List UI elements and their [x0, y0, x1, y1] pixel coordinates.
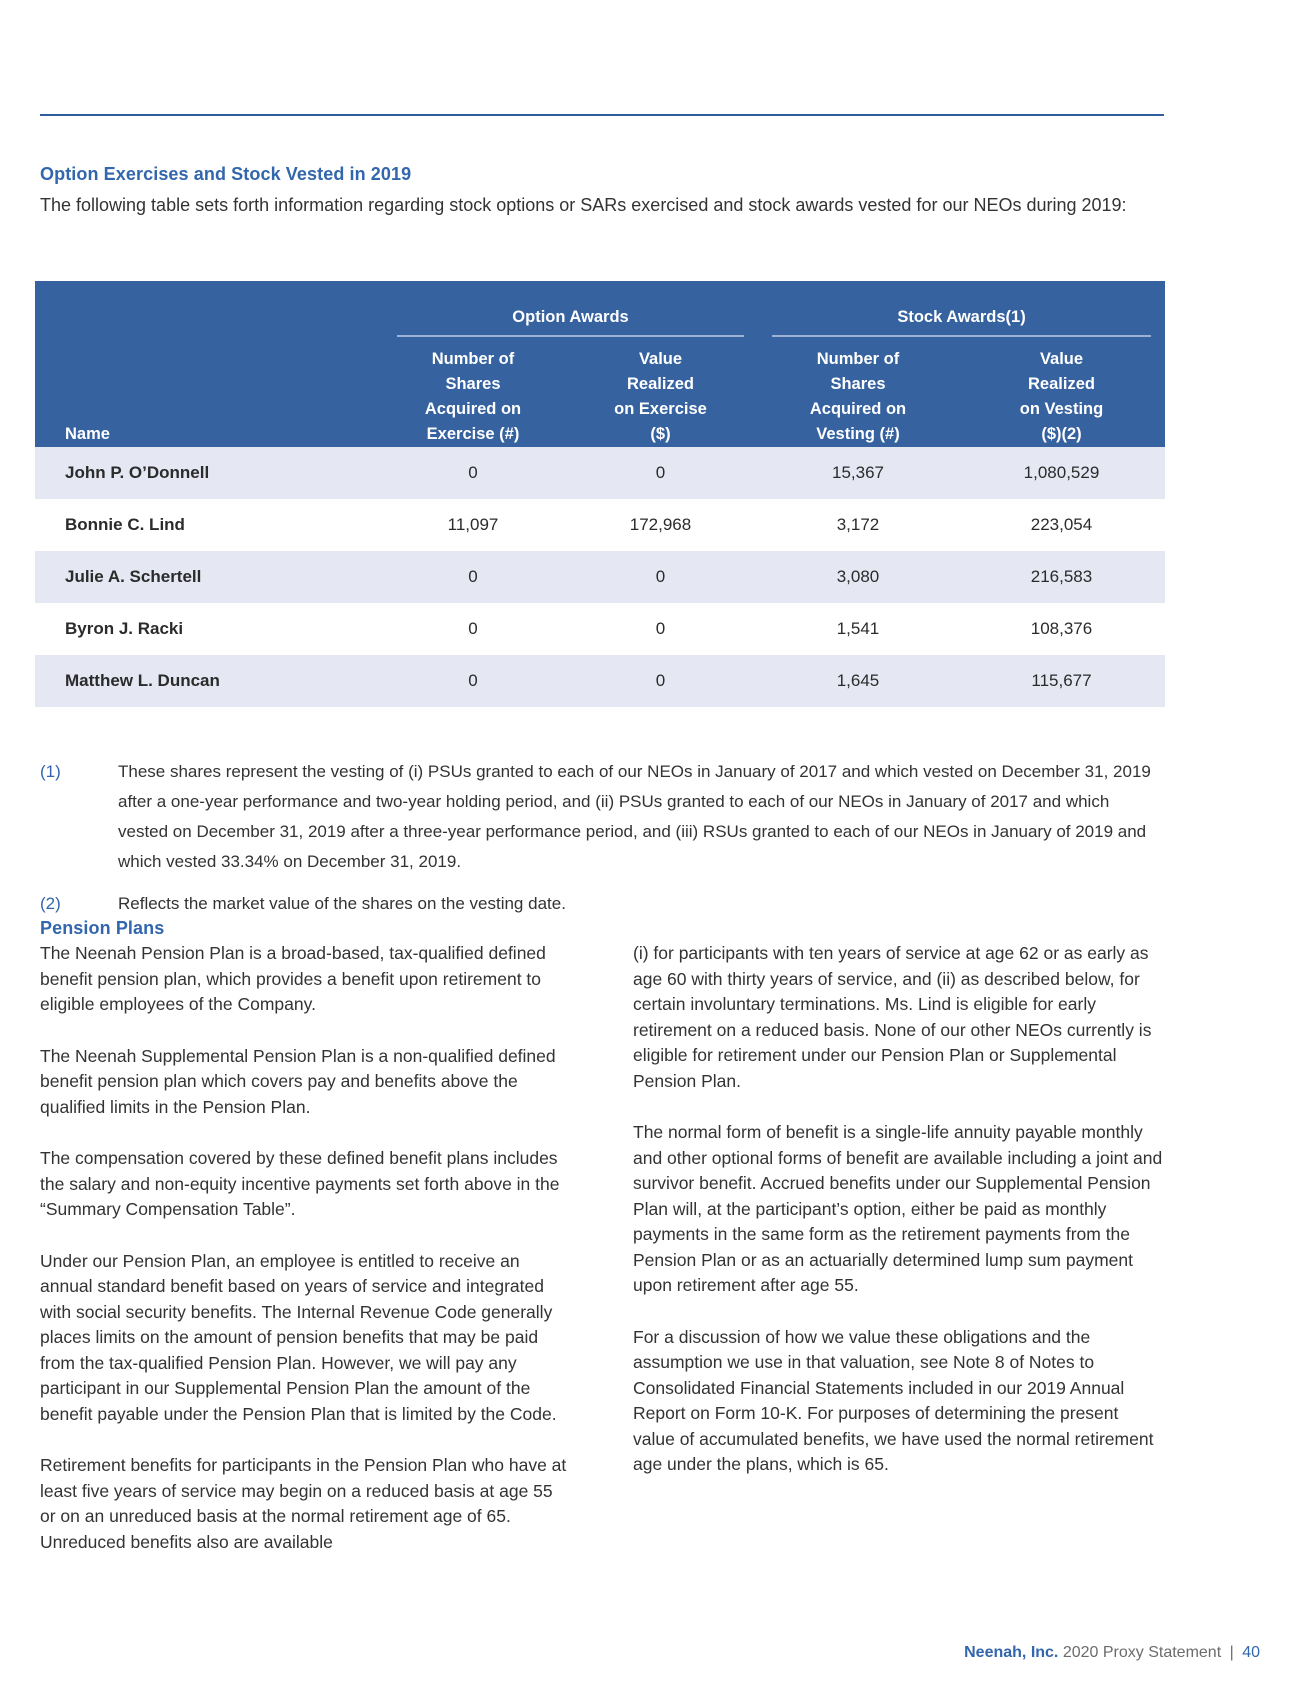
paragraph: Retirement benefits for participants in the Pension Plan who have at least five years of service may begin on a reduced basis at age 55 or on an unreduced basis at the normal retirement age of 65. Unreduced benefits also are available [40, 1455, 567, 1552]
cell-name: John P. O’Donnell [35, 447, 383, 499]
option-exercises-intro-paragraph: The following table sets forth information regarding stock options or SARs exercised and stock awards vested for our NEOs during 2019: [40, 195, 1127, 215]
cell-stock-shares: 1,645 [758, 655, 958, 707]
column-header-option-value [563, 337, 758, 447]
column-header-option-shares [383, 337, 563, 447]
section-heading-pension-plans: Pension Plans [40, 918, 165, 938]
cell-stock-value: 223,054 [958, 499, 1165, 551]
pension-left-column [40, 941, 571, 1555]
group-header-stock-awards [758, 281, 1165, 337]
col-line: Acquired on [809, 400, 907, 418]
column-header-stock-value [958, 337, 1165, 447]
section-heading-option-exercises: Option Exercises and Stock Vested in 2019 [40, 164, 412, 184]
footnote-text: Reflects the market value of the shares on the vesting date. [118, 894, 566, 913]
footnote-text: These shares represent the vesting of (i) PSUs granted to each of our NEOs in January of 2017 and which vested on December 31, 2019 after a one-year performance and two-year holding period, and (ii) PSUs granted to each of our NEOs in January of 2017 and which vested on December 31, 2019 after a three-year performance period, and (iii) RSUs granted to each of our NEOs in January of 2019 and which vested 33.34% on December 31, 2019. [118, 762, 1151, 871]
table-row [35, 499, 1165, 551]
column-header-stock-shares [758, 337, 958, 447]
cell-name: Julie A. Schertell [35, 551, 383, 603]
cell-option-shares: 11,097 [383, 499, 563, 551]
option-exercises-table-wrapper [35, 281, 1165, 707]
col-line: Shares [445, 375, 501, 393]
table-row [35, 447, 1165, 499]
cell-option-value: 0 [563, 447, 758, 499]
cell-option-value: 0 [563, 603, 758, 655]
table-row [35, 603, 1165, 655]
cell-stock-shares: 3,172 [758, 499, 958, 551]
paragraph: For a discussion of how we value these obligations and the assumption we use in that valuation, see Note 8 of Notes to Consolidated Financial Statements included in our 2019 Annual Report on Form 10-K. For purposes of determining the present value of accumulated benefits, we have used the normal retirement age under the plans, which is 65. [633, 1326, 1154, 1474]
col-line: ($) [650, 425, 671, 443]
table-footnotes [40, 757, 1164, 931]
paragraph: The normal form of benefit is a single-life annuity payable monthly and other optional forms of benefit are available including a joint and survivor benefit. Accrued benefits under our Supplemental Pension Plan will, at the participant’s option, either be paid as monthly payments in the same form as the retirement payments from the Pension Plan or as an actuarially determined lump sum payment upon retirement after age 55. [633, 1122, 1163, 1295]
group-header-option-awards-label: Option Awards [512, 308, 629, 326]
col-line: ($)(2) [1041, 425, 1082, 443]
page-footer [964, 1644, 1260, 1662]
group-header-option-awards [383, 281, 758, 337]
table-column-header-row [35, 337, 1165, 447]
cell-stock-shares: 1,541 [758, 603, 958, 655]
page-top-rule [40, 114, 1164, 116]
col-line: Shares [830, 375, 886, 393]
pension-plans-two-column-body [40, 941, 1164, 1555]
cell-option-value: 0 [563, 551, 758, 603]
col-line: Number of [431, 350, 515, 368]
cell-stock-shares: 15,367 [758, 447, 958, 499]
col-line: Realized [627, 375, 694, 393]
paragraph: (i) for participants with ten years of service at age 62 or as early as age 60 with thirty years of service, and (ii) as described below, for certain involuntary terminations. Ms. Lind is eligible for early retirement on a reduced basis. None of our other NEOs currently is eligible for retirement under our Pension Plan or Supplemental Pension Plan. [633, 943, 1152, 1091]
cell-stock-value: 1,080,529 [958, 447, 1165, 499]
paragraph: The Neenah Pension Plan is a broad-based, tax-qualified defined benefit pension plan, which provides a benefit upon retirement to eligible employees of the Company. [40, 943, 546, 1014]
option-exercises-stock-vested-table [35, 281, 1165, 707]
col-line: Vesting (#) [816, 425, 900, 443]
footnote-marker: (2) [40, 894, 61, 913]
col-line: on Exercise [614, 400, 707, 418]
table-head [35, 281, 1165, 447]
col-line: Value [638, 350, 683, 368]
paragraph: Under our Pension Plan, an employee is entitled to receive an annual standard benefit based on years of service and integrated with social security benefits. The Internal Revenue Code generally places limits on the amount of pension benefits that may be paid from the tax-qualified Pension Plan. However, we will pay any participant in our Supplemental Pension Plan the amount of the benefit payable under the Pension Plan that is limited by the Code. [40, 1250, 557, 1424]
paragraph: The compensation covered by these defined benefit plans includes the salary and non-equity incentive payments set forth above in the “Summary Compensation Table”. [40, 1148, 560, 1219]
pension-right-column [633, 941, 1164, 1555]
footnote-marker: (1) [40, 762, 61, 781]
footnote-1 [40, 757, 1164, 877]
col-line: on Vesting [1019, 400, 1104, 418]
col-line: Realized [1028, 375, 1095, 393]
table-row [35, 551, 1165, 603]
footer-page-number: 40 [1242, 1644, 1260, 1661]
cell-option-shares: 0 [383, 603, 563, 655]
footer-separator: | [1229, 1644, 1234, 1661]
table-row [35, 655, 1165, 707]
cell-stock-shares: 3,080 [758, 551, 958, 603]
footer-brand: Neenah, Inc. [964, 1644, 1059, 1661]
cell-name: Bonnie C. Lind [35, 499, 383, 551]
cell-option-shares: 0 [383, 447, 563, 499]
col-line: Exercise (#) [426, 425, 520, 443]
cell-option-shares: 0 [383, 655, 563, 707]
cell-stock-value: 108,376 [958, 603, 1165, 655]
cell-name: Matthew L. Duncan [35, 655, 383, 707]
table-group-header-row [35, 281, 1165, 337]
col-line: Number of [816, 350, 900, 368]
cell-stock-value: 216,583 [958, 551, 1165, 603]
group-header-stock-awards-label: Stock Awards(1) [897, 308, 1026, 326]
col-line: Value [1039, 350, 1084, 368]
cell-option-value: 0 [563, 655, 758, 707]
cell-option-value: 172,968 [563, 499, 758, 551]
cell-option-shares: 0 [383, 551, 563, 603]
col-line: Acquired on [424, 400, 522, 418]
footer-document-title: 2020 Proxy Statement [1062, 1644, 1222, 1661]
cell-name: Byron J. Racki [35, 603, 383, 655]
paragraph: The Neenah Supplemental Pension Plan is a non-qualified defined benefit pension plan which covers pay and benefits above the qualified limits in the Pension Plan. [40, 1045, 556, 1117]
footnote-2 [40, 889, 1164, 919]
cell-stock-value: 115,677 [958, 655, 1165, 707]
column-header-name: Name [35, 337, 383, 447]
group-header-blank [35, 281, 383, 337]
table-body [35, 447, 1165, 707]
